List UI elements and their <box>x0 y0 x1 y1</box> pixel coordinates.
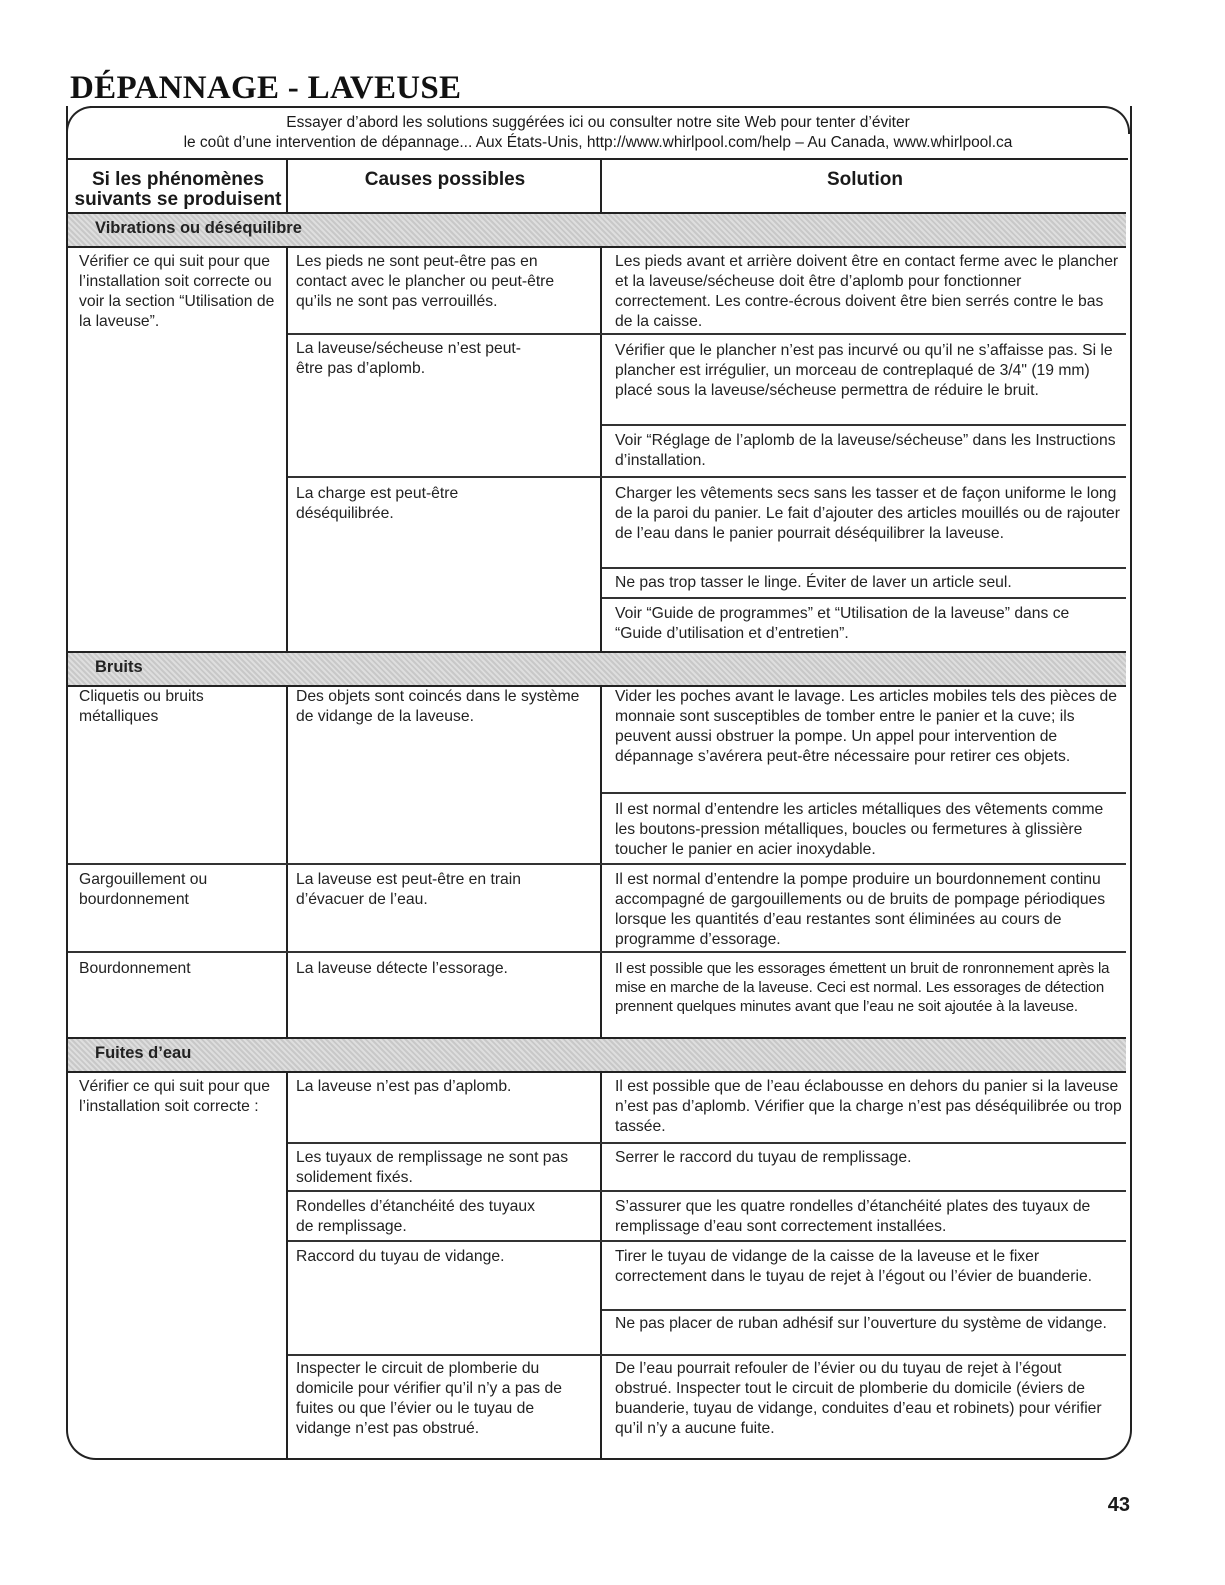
col-divider <box>286 246 288 653</box>
solution-cell: Voir “Réglage de l’aplomb de la laveuse/sécheuse” dans les Instructions d’installation. <box>615 432 1116 469</box>
section-band-vibrations <box>68 212 1126 248</box>
header-col-solution: Solution <box>827 169 903 190</box>
solution-cell: Il est possible que les essorages émettent un bruit de ronronnement après la mise en marche de la laveuse. Ceci est normal. Les essorages de détection prennent quelques minutes avant que l’eau ne soit ajoutée à la laveuse. <box>615 960 1110 1015</box>
row-rule <box>288 1190 1126 1192</box>
symptom-cell: Vérifier ce qui suit pour que l’installation soit correcte ou voir la section “Utilisation de la laveuse”. <box>79 253 275 330</box>
col-divider <box>600 1071 602 1458</box>
solution-cell: Il est possible que de l’eau éclabousse en dehors du panier si la laveuse n’est pas d’aplomb. Vérifier que la charge n’est pas déséquilibrée ou trop tassée. <box>615 1078 1122 1135</box>
cause-cell: Rondelles d’étanchéité des tuyaux de remplissage. <box>296 1198 535 1235</box>
row-rule <box>68 863 1126 865</box>
intro-line-1: Essayer d’abord les solutions suggérées ici ou consulter notre site Web pour tenter d’éviter <box>286 114 910 131</box>
col-divider <box>600 246 602 653</box>
solution-cell: De l’eau pourrait refouler de l’évier ou du tuyau de rejet à l’égout obstrué. Inspecter tout le circuit de plomberie du domicile (éviers de buanderie, tuyau de vidange, conduites d’eau et robinets) pour vérifier qu’il n’y a aucune fuite. <box>615 1360 1102 1437</box>
symptom-cell: Bourdonnement <box>79 960 191 977</box>
col-divider <box>286 1071 288 1458</box>
solution-cell: Charger les vêtements secs sans les tasser et de façon uniforme le long de la paroi du panier. Le fait d’ajouter des articles mouillés ou de rajouter de l’eau dans le panier pourrait déséquilibrer la laveuse. <box>615 485 1120 542</box>
cause-cell: La laveuse n’est pas d’aplomb. <box>296 1078 512 1095</box>
row-rule <box>288 476 1126 478</box>
intro-text <box>68 113 1128 153</box>
page-number: 43 <box>1107 1494 1130 1516</box>
solution-cell: Ne pas trop tasser le linge. Éviter de laver un article seul. <box>615 574 1012 591</box>
symptom-cell: Gargouillement ou bourdonnement <box>79 871 208 908</box>
row-rule <box>602 792 1126 794</box>
cause-cell: La laveuse est peut-être en train d’évacuer de l’eau. <box>296 871 521 908</box>
solution-cell: Les pieds avant et arrière doivent être en contact ferme avec le plancher et la laveuse/sécheuse doit être d’aplomb pour fonctionner correctement. Les contre-écrous doivent être bien serrés contre le bas de la caisse. <box>615 253 1119 330</box>
page-title: DÉPANNAGE - LAVEUSE <box>70 70 462 106</box>
solution-cell: Ne pas placer de ruban adhésif sur l’ouverture du système de vidange. <box>615 1315 1107 1332</box>
col-divider <box>600 158 602 214</box>
header-top-rule <box>68 158 1128 160</box>
cause-cell: Des objets sont coincés dans le système de vidange de la laveuse. <box>296 688 580 725</box>
solution-cell: Vider les poches avant le lavage. Les articles mobiles tels des pièces de monnaie sont susceptibles de tomber entre le panier et la cuve; ils peuvent aussi obstruer la pompe. Un appel pour intervention de dépannage s’avérera peut-être nécessaire pour retirer ces objets. <box>615 688 1117 765</box>
solution-cell: Tirer le tuyau de vidange de la caisse de la laveuse et le fixer correctement dans le tuyau de rejet à l’égout ou l’évier de buanderie. <box>615 1248 1093 1285</box>
section-title: Bruits <box>95 658 143 676</box>
cause-cell: Inspecter le circuit de plomberie du domicile pour vérifier qu’il n’y a pas de fuites ou que l’évier ou le tuyau de vidange n’est pas obstrué. <box>296 1360 562 1437</box>
solution-cell: S’assurer que les quatre rondelles d’étanchéité plates des tuyaux de remplissage d’eau sont correctement installées. <box>615 1198 1091 1235</box>
row-rule <box>68 951 1126 953</box>
row-rule <box>288 1240 1126 1242</box>
cause-cell: Les pieds ne sont peut-être pas en contact avec le plancher ou peut-être qu’ils ne sont pas verrouillés. <box>296 253 555 310</box>
row-rule <box>288 333 1126 335</box>
frame-top-border <box>90 106 1103 108</box>
intro-line-2: le coût d’une intervention de dépannage... Aux États-Unis, http://www.whirlpool.com/help – Au Canada, www.whirlpool.ca <box>183 134 1013 151</box>
row-rule <box>602 597 1126 599</box>
section-band-bruits <box>68 651 1126 687</box>
solution-cell: Serrer le raccord du tuyau de remplissage. <box>615 1149 912 1166</box>
section-title: Fuites d’eau <box>95 1044 192 1062</box>
col-divider <box>286 158 288 214</box>
col-divider <box>286 685 288 1039</box>
section-title: Vibrations ou déséquilibre <box>95 219 302 237</box>
solution-cell: Voir “Guide de programmes” et “Utilisation de la laveuse” dans ce “Guide d’utilisation et d’entretien”. <box>615 605 1070 642</box>
solution-cell: Il est normal d’entendre la pompe produire un bourdonnement continu accompagné de gargouillements ou de bruits de pompage périodiques lorsque les quantités d’eau restantes sont éliminées au cours de programme d’essorage. <box>615 871 1106 948</box>
row-rule <box>288 1354 1126 1356</box>
cause-cell: La charge est peut-être déséquilibrée. <box>296 485 459 522</box>
header-col-causes: Causes possibles <box>364 169 526 190</box>
symptom-cell: Vérifier ce qui suit pour que l’installation soit correcte : <box>79 1078 270 1115</box>
section-band-fuites <box>68 1037 1126 1073</box>
solution-cell: Il est normal d’entendre les articles métalliques des vêtements comme les boutons-pression métalliques, boucles ou fermetures à glissière toucher le panier en acier inoxydable. <box>615 801 1104 858</box>
row-rule <box>602 1309 1126 1311</box>
row-rule <box>602 567 1126 569</box>
symptom-cell: Cliquetis ou bruits métalliques <box>79 688 204 725</box>
cause-cell: La laveuse/sécheuse n’est peut-être pas d’aplomb. <box>296 340 522 377</box>
cause-cell: Raccord du tuyau de vidange. <box>296 1248 505 1265</box>
cause-cell: La laveuse détecte l’essorage. <box>296 960 508 977</box>
header-col-symptoms: Si les phénomènes suivants se produisent <box>74 169 282 210</box>
solution-cell: Vérifier que le plancher n’est pas incurvé ou qu’il ne s’affaisse pas. Si le plancher est irrégulier, un morceau de contreplaqué de 3/4" (19 mm) placé sous la laveuse/sécheuse permettra de réduire le bruit. <box>615 342 1113 399</box>
row-rule <box>288 1142 1126 1144</box>
cause-cell: Les tuyaux de remplissage ne sont pas solidement fixés. <box>296 1149 569 1186</box>
col-divider <box>600 685 602 1039</box>
row-rule <box>602 424 1126 426</box>
